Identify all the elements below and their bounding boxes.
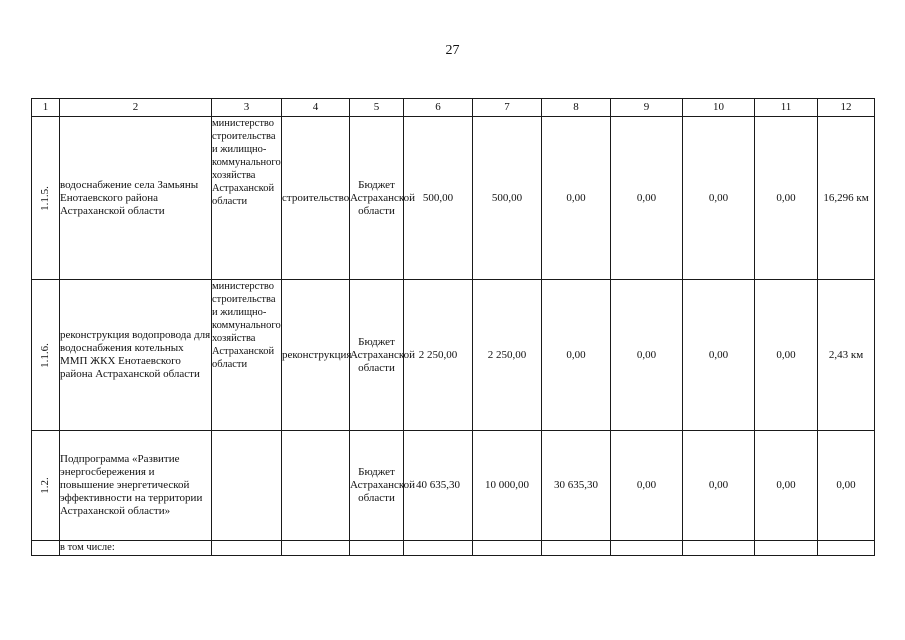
row-number: 1.2. (39, 477, 51, 494)
empty-cell (818, 541, 875, 556)
column-header: 10 (683, 99, 755, 117)
indicator-cell: 0,00 (818, 431, 875, 541)
value-cell: 2 250,00 (404, 280, 473, 431)
source-cell: Бюджет Астраханской области (350, 280, 404, 431)
type-cell: строительство (282, 117, 350, 280)
responsible-cell (212, 431, 282, 541)
value-cell: 30 635,30 (542, 431, 611, 541)
header-row (32, 99, 875, 117)
value-cell: 10 000,00 (473, 431, 542, 541)
empty-cell (350, 541, 404, 556)
value-cell: 0,00 (611, 431, 683, 541)
value-cell: 40 635,30 (404, 431, 473, 541)
column-header: 12 (818, 99, 875, 117)
column-header: 11 (755, 99, 818, 117)
source-cell: Бюджет Астраханской области (350, 431, 404, 541)
indicator-cell: 2,43 км (818, 280, 875, 431)
column-header: 2 (60, 99, 212, 117)
value-cell: 0,00 (683, 117, 755, 280)
responsible-cell: министерство строительства и жилищно-коммунального хозяйства Астраханской области (212, 280, 282, 431)
empty-cell (611, 541, 683, 556)
row-number: 1.1.6. (39, 342, 51, 368)
value-cell: 0,00 (611, 280, 683, 431)
row-number-cell (32, 431, 60, 541)
value-cell: 0,00 (611, 117, 683, 280)
column-header: 5 (350, 99, 404, 117)
responsible-cell: министерство строительства и жилищно-коммунального хозяйства Астраханской области (212, 117, 282, 280)
table-row (32, 431, 875, 541)
empty-cell (542, 541, 611, 556)
budget-table (31, 98, 875, 556)
column-header: 1 (32, 99, 60, 117)
column-header: 7 (473, 99, 542, 117)
value-cell: 0,00 (542, 280, 611, 431)
empty-cell (282, 541, 350, 556)
row-number-cell (32, 280, 60, 431)
empty-cell (755, 541, 818, 556)
value-cell: 500,00 (473, 117, 542, 280)
row-number: 1.1.5. (39, 185, 51, 211)
column-header: 6 (404, 99, 473, 117)
column-header: 8 (542, 99, 611, 117)
value-cell: 0,00 (755, 431, 818, 541)
value-cell: 0,00 (542, 117, 611, 280)
indicator-cell: 16,296 км (818, 117, 875, 280)
table-row (32, 541, 875, 556)
name-cell: реконструкция водопровода для водоснабжения котельных ММП ЖКХ Енотаевского района Астраханской области (60, 280, 212, 431)
source-cell: Бюджет Астраханской области (350, 117, 404, 280)
column-header: 9 (611, 99, 683, 117)
value-cell: 500,00 (404, 117, 473, 280)
value-cell: 0,00 (755, 117, 818, 280)
value-cell: 0,00 (755, 280, 818, 431)
column-header: 3 (212, 99, 282, 117)
value-cell: 0,00 (683, 280, 755, 431)
type-cell (282, 431, 350, 541)
value-cell: 0,00 (683, 431, 755, 541)
empty-cell (212, 541, 282, 556)
name-cell: Подпрограмма «Развитие энергосбережения и повышение энергетической эффективности на территории Астраханской области» (60, 431, 212, 541)
column-header: 4 (282, 99, 350, 117)
including-label: в том числе: (60, 541, 212, 556)
empty-cell (32, 541, 60, 556)
name-cell: водоснабжение села Замьяны Енотаевского района Астраханской области (60, 117, 212, 280)
table-row (32, 117, 875, 280)
page-number: 27 (445, 43, 460, 58)
value-cell: 2 250,00 (473, 280, 542, 431)
empty-cell (683, 541, 755, 556)
table-row (32, 280, 875, 431)
empty-cell (404, 541, 473, 556)
row-number-cell (32, 117, 60, 280)
empty-cell (473, 541, 542, 556)
type-cell: реконструкция (282, 280, 350, 431)
